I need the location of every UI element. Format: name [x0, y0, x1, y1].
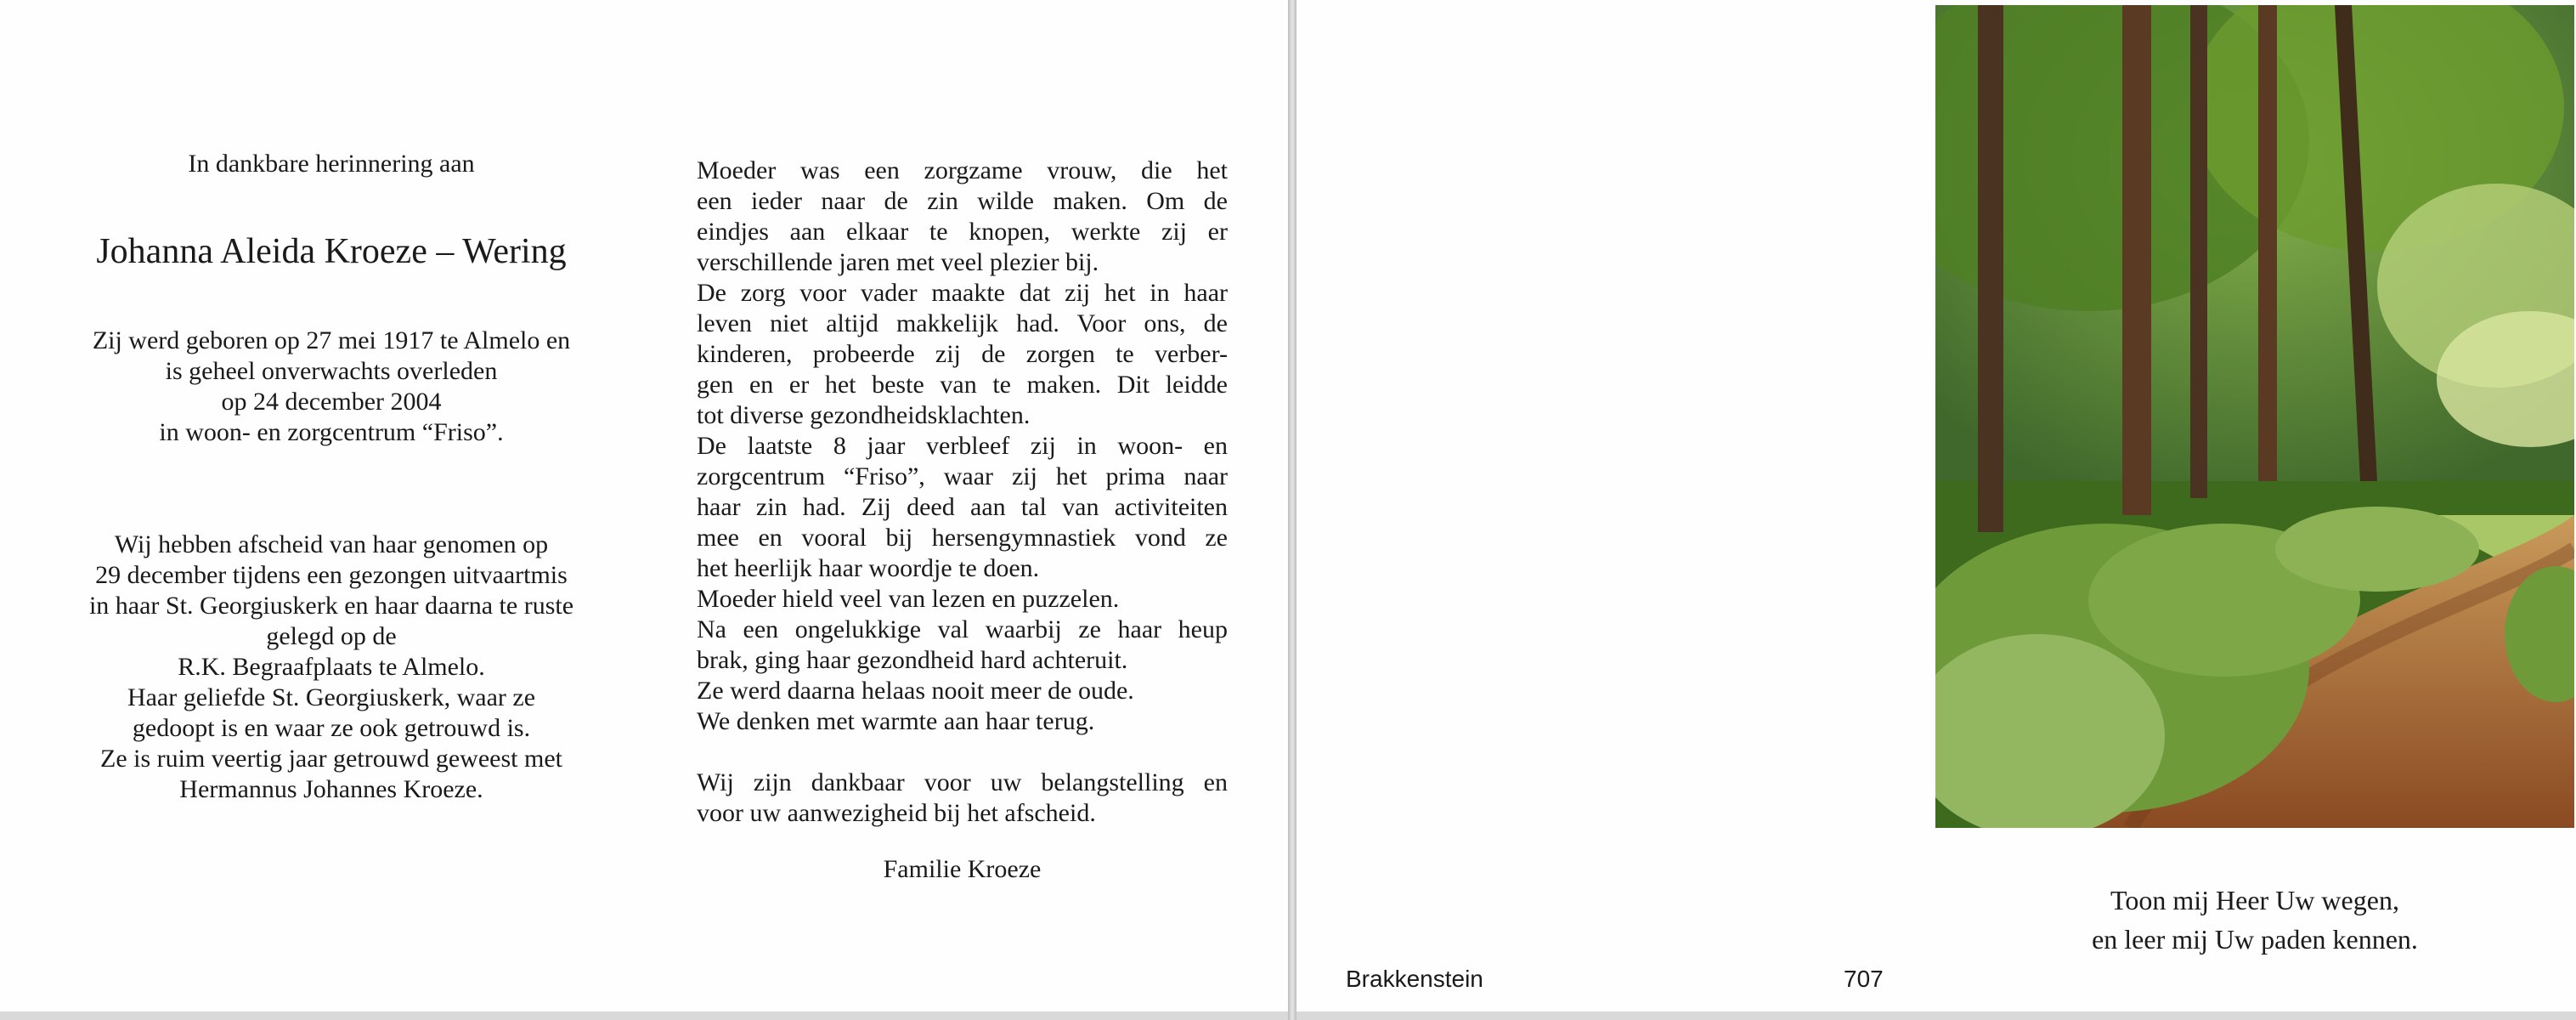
text-line: Moeder was een zorgzame vrouw, die het: [697, 156, 1228, 184]
text-line: in woon- en zorgcentrum “Friso”.: [159, 418, 504, 446]
verse-line: Toon mij Heer Uw wegen,: [2110, 885, 2399, 915]
text-line: haar zin had. Zij deed aan tal van activiteiten: [697, 493, 1228, 521]
text-line: is geheel onverwachts overleden: [165, 357, 498, 385]
text-line: zorgcentrum “Friso”, waar zij het prima naar: [697, 462, 1228, 490]
text-line: R.K. Begraafplaats te Almelo.: [178, 653, 485, 681]
text-line: op 24 december 2004: [221, 388, 442, 416]
life-story-paragraph: [697, 156, 1228, 737]
text-line: in haar St. Georgiuskerk en haar daarna te ruste: [88, 592, 574, 620]
text-line: Wij zijn dankbaar voor uw belangstelling en: [697, 768, 1228, 796]
text-line: Moeder hield veel van lezen en puzzelen.: [697, 585, 1120, 613]
text-line: mee en vooral bij hersengymnastiek vond ze: [697, 524, 1228, 552]
text-line: Ze werd daarna helaas nooit meer de oude.: [697, 677, 1134, 705]
text-line: gen en er het beste van te maken. Dit leidde: [697, 371, 1228, 399]
intro-text: In dankbare herinnering aan: [188, 150, 475, 178]
card-number: 707: [1844, 966, 1884, 992]
text-line: tot diverse gezondheidsklachten.: [697, 401, 1031, 429]
card-inside-left: [0, 0, 1291, 1012]
thanks-paragraph: [697, 768, 1228, 829]
publisher-name: Brakkenstein: [1346, 966, 1483, 992]
text-line: leven niet altijd makkelijk had. Voor ons, de: [697, 309, 1228, 337]
bible-verse: [1935, 881, 2574, 959]
family-signature: Familie Kroeze: [883, 855, 1042, 883]
text-line: 29 december tijdens een gezongen uitvaartmis: [95, 561, 568, 589]
text-line: Zij werd geboren op 27 mei 1917 te Almelo en: [92, 326, 571, 354]
text-line: gelegd op de: [266, 622, 397, 650]
text-line: gedoopt is en waar ze ook getrouwd is.: [132, 714, 531, 742]
text-line: De laatste 8 jaar verbleef zij in woon- en: [697, 432, 1228, 460]
text-line: Ze is ruim veertig jaar getrouwd geweest met: [100, 745, 562, 773]
memorial-column: [42, 149, 620, 805]
text-line: De zorg voor vader maakte dat zij het in haar: [697, 279, 1228, 307]
text-line: eindjes aan elkaar te knopen, werkte zij er: [697, 218, 1228, 246]
text-line: Haar geliefde St. Georgiuskerk, waar ze: [127, 683, 536, 711]
text-line: Hermannus Johannes Kroeze.: [179, 775, 483, 803]
text-line: het heerlijk haar woordje te doen.: [697, 554, 1040, 582]
text-line: kinderen, probeerde zij de zorgen te verber-: [697, 340, 1228, 368]
text-line: brak, ging haar gezondheid hard achteruit.: [697, 646, 1128, 674]
text-line: Na een ongelukkige val waarbij ze haar heup: [697, 615, 1228, 643]
farewell-paragraph: [42, 530, 620, 805]
text-line: voor uw aanwezigheid bij het afscheid.: [697, 799, 1096, 827]
forest-path-photo: [1935, 5, 2574, 828]
card-fold: [1288, 0, 1296, 1020]
birth-death-paragraph: [42, 326, 620, 448]
text-line: We denken met warmte aan haar terug.: [697, 707, 1095, 735]
life-story-column: [697, 156, 1228, 885]
verse-line: en leer mij Uw paden kennen.: [2092, 924, 2418, 955]
deceased-name: Johanna Aleida Kroeze – Wering: [96, 232, 567, 271]
text-line: een ieder naar de zin wilde maken. Om de: [697, 187, 1228, 215]
text-line: Wij hebben afscheid van haar genomen op: [114, 530, 549, 558]
text-line: verschillende jaren met veel plezier bij.: [697, 248, 1099, 276]
